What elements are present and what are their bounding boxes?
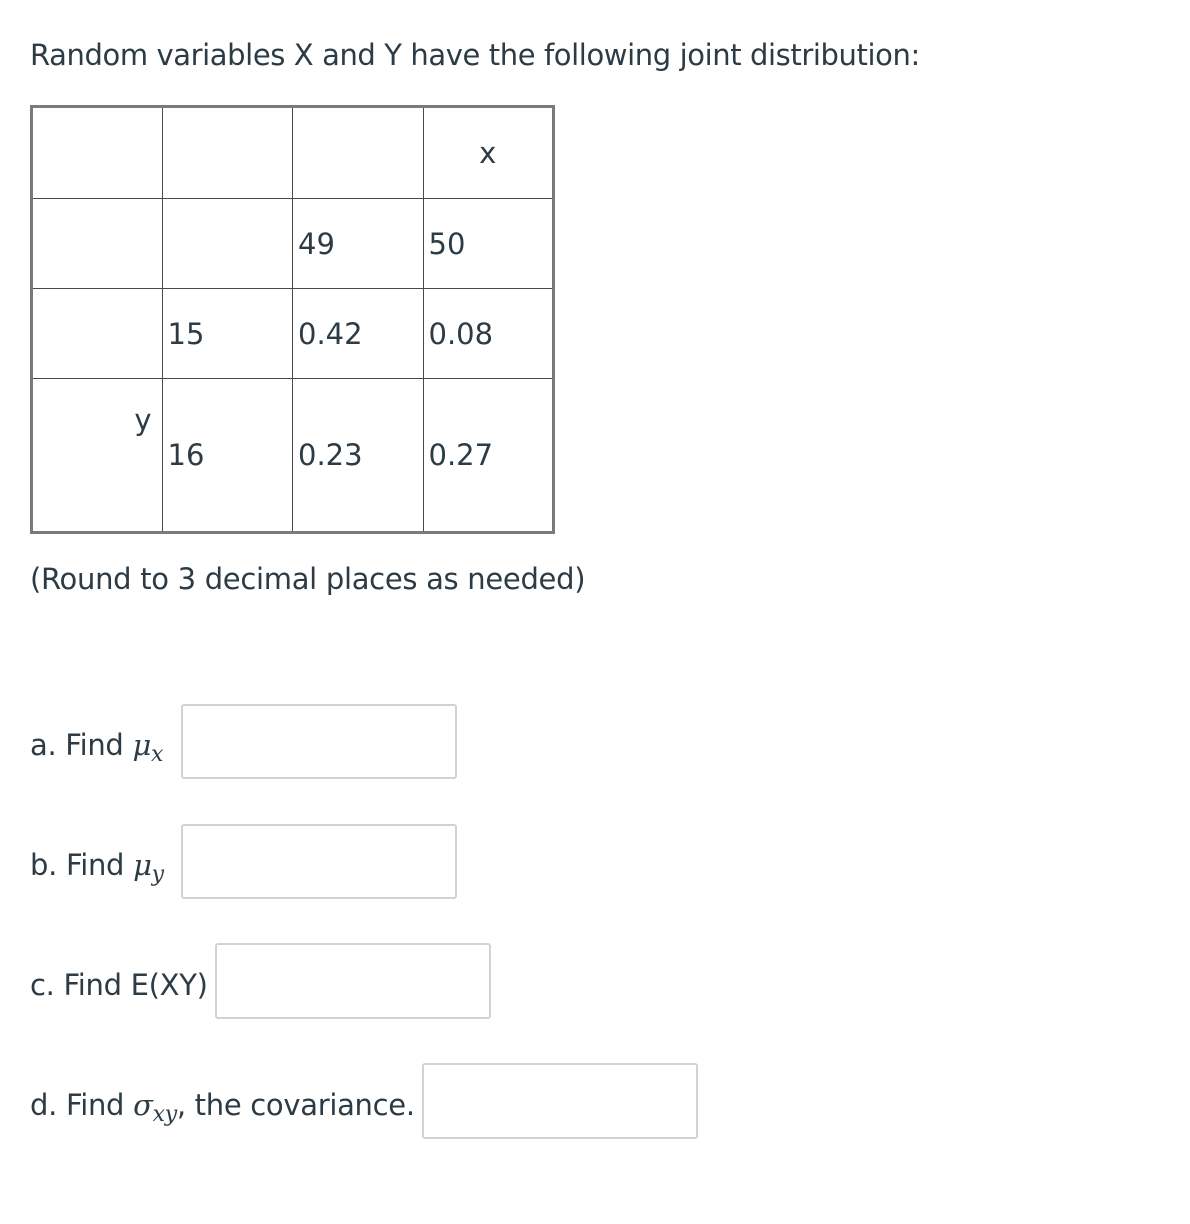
table-cell-empty (32, 289, 163, 379)
question-c-label: c. Find E(XY) (30, 968, 208, 1002)
x-value: 50 (423, 199, 554, 289)
table-row (32, 107, 554, 199)
answer-a-input[interactable] (181, 704, 457, 779)
question-d-prefix: d. Find (30, 1088, 125, 1122)
probability-cell: 0.27 (423, 379, 554, 533)
subscript: y (151, 862, 164, 887)
table-row (32, 289, 554, 379)
question-a-label (30, 728, 163, 767)
probability-cell: 0.23 (293, 379, 424, 533)
rounding-note: (Round to 3 decimal places as needed) (30, 562, 586, 596)
subscript: x (151, 742, 164, 767)
question-d-suffix: , the covariance. (176, 1088, 415, 1122)
mu-symbol: μ (133, 848, 152, 882)
table-cell-empty (293, 107, 424, 199)
table-row (32, 199, 554, 289)
question-a-prefix: a. Find (30, 728, 124, 762)
answer-d-input[interactable] (422, 1063, 698, 1139)
answer-b-input[interactable] (181, 824, 457, 899)
mu-x-symbol (132, 728, 164, 767)
mu-symbol: μ (132, 728, 152, 762)
probability-cell: 0.42 (293, 289, 424, 379)
x-variable-header: x (423, 107, 554, 199)
question-d-label (30, 1088, 415, 1127)
table-cell-empty (32, 107, 163, 199)
answer-c-input[interactable] (215, 943, 491, 1019)
y-variable-header: y (32, 379, 163, 533)
y-value: 16 (162, 379, 293, 533)
subscript: xy (152, 1102, 177, 1127)
problem-intro: Random variables X and Y have the following joint distribution: (30, 38, 920, 72)
sigma-symbol: σ (133, 1088, 153, 1122)
table-cell-empty (162, 199, 293, 289)
table-row (32, 379, 554, 533)
table-cell-empty (162, 107, 293, 199)
mu-y-symbol (133, 848, 164, 887)
table-cell-empty (32, 199, 163, 289)
x-value: 49 (293, 199, 424, 289)
question-b-prefix: b. Find (30, 848, 125, 882)
y-value: 15 (162, 289, 293, 379)
probability-cell: 0.08 (423, 289, 554, 379)
joint-distribution-table (30, 105, 555, 534)
sigma-xy-symbol (133, 1088, 177, 1127)
question-b-label (30, 848, 164, 887)
